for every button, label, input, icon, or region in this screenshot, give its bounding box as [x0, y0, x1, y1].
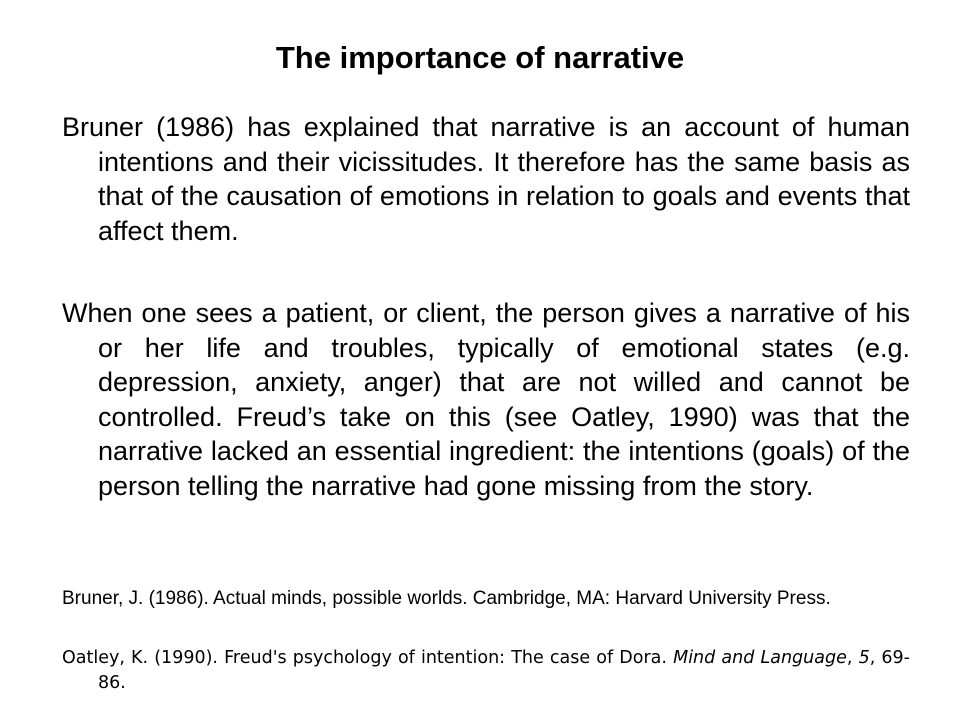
- reference-oatley: [62, 646, 910, 696]
- reference-oatley-volume: 5: [858, 648, 870, 668]
- reference-oatley-pages: , 69-86.: [98, 648, 910, 693]
- reference-oatley-lead: Oatley, K. (1990). Freud's psychology of intention: The case of Dora.: [62, 648, 674, 668]
- reference-bruner: Bruner, J. (1986). Actual minds, possible worlds. Cambridge, MA: Harvard University Press.: [62, 588, 831, 609]
- reference-oatley-sep: ,: [846, 648, 859, 668]
- slide-title: The importance of narrative: [275, 40, 685, 75]
- paragraph-bruner: Bruner (1986) has explained that narrative is an account of human intentions and their vicissitudes. It therefore has the same basis as that of the causation of emotions in relation to goals and events that affect them.: [62, 112, 910, 246]
- reference-oatley-journal: Mind and Language: [673, 648, 847, 668]
- paragraph-freud: When one sees a patient, or client, the person gives a narrative of his or her life and troubles, typically of emotional states (e.g. depression, anxiety, anger) that are not willed and cannot be controlled. Freud’s take on this (see Oatley, 1990) was that the narrative lacked an essential ingredient: the intentions (goals) of the person telling the narrative had gone missing from the story.: [62, 298, 910, 501]
